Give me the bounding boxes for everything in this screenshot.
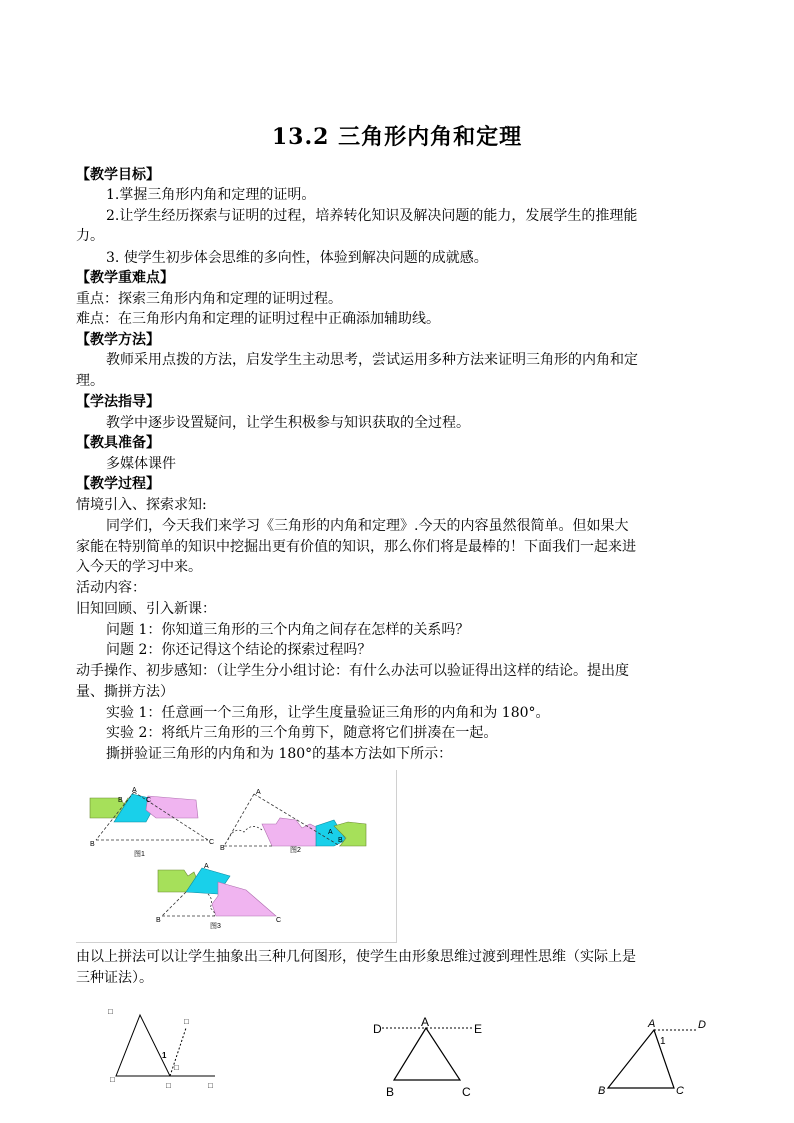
vertex-label: □ xyxy=(166,1081,171,1090)
page-title: 13.2 三角形内角和定理 xyxy=(271,124,523,150)
angle-label-1: 1 xyxy=(162,1051,167,1060)
triangle xyxy=(116,1015,170,1076)
pink-piece xyxy=(262,818,318,846)
text-line: 旧知回顾、引入新课： xyxy=(76,601,216,617)
text-line: 理。 xyxy=(76,373,104,389)
label-a: A xyxy=(204,863,209,870)
text-line: 实验 2：将纸片三角形的三个角剪下，随意将它们拼凑在一起。 xyxy=(106,725,498,741)
label-b: B xyxy=(90,841,95,848)
pink-piece xyxy=(212,882,276,916)
tear-piece-figures xyxy=(76,770,396,942)
text-line: 教师采用点拨的方法，启发学生主动思考，尝试运用多种方法来证明三角形的内角和定 xyxy=(106,352,638,368)
figure-caption-2: 图2 xyxy=(290,847,301,854)
label-c: C xyxy=(209,839,215,846)
text-line: 入今天的学习中来。 xyxy=(76,559,202,575)
label-b: B xyxy=(386,1085,395,1099)
text-line: 撕拼验证三角形的内角和为 180°的基本方法如下所示： xyxy=(106,746,453,762)
text-line: 同学们，今天我们来学习《三角形的内角和定理》.今天的内容虽然很简单。但如果大 xyxy=(106,518,629,534)
text-line: 实验 1：任意画一个三角形，让学生度量验证三角形的内角和为 180°。 xyxy=(106,705,550,721)
text-line: 2.让学生经历探索与证明的过程，培养转化知识及解决问题的能力，发展学生的推理能 xyxy=(106,208,638,224)
section-heading-key-points: 【教学重难点】 xyxy=(76,270,174,286)
label-e: E xyxy=(474,1022,483,1036)
tear-figure-3 xyxy=(156,863,281,930)
text-line: 量、撕拼方法） xyxy=(76,684,174,700)
section-heading-methods: 【教学方法】 xyxy=(76,332,160,348)
triangle-abc xyxy=(394,1028,460,1080)
geometry-figure-2 xyxy=(368,1012,498,1102)
section-heading-objectives: 【教学目标】 xyxy=(76,167,160,183)
text-line: 家能在特别简单的知识中挖掘出更有价值的知识，那么你们将是最棒的！下面我们一起来进 xyxy=(76,539,636,555)
label-c: C xyxy=(276,917,282,924)
geometry-figure-3 xyxy=(592,1014,722,1102)
text-line: 力。 xyxy=(76,228,104,244)
figure-caption-3: 图3 xyxy=(210,923,221,930)
label-c: C xyxy=(462,1085,471,1099)
label-a: A xyxy=(132,787,137,794)
label-c: C xyxy=(146,797,152,804)
text-line: 问题 1：你知道三角形的三个内角之间存在怎样的关系吗？ xyxy=(106,622,470,638)
label-a: A xyxy=(648,1018,656,1030)
text-line: 问题 2：你还记得这个结论的探索过程吗？ xyxy=(106,642,372,658)
text-line: 情境引入、探索求知: xyxy=(76,497,207,513)
text-line: 三种证法）。 xyxy=(76,970,153,986)
text-line: 多媒体课件 xyxy=(106,456,176,472)
torn-edge xyxy=(228,826,262,840)
tear-figure-2 xyxy=(220,789,366,854)
geometry-figure-1 xyxy=(100,1000,230,1095)
text-line: 由以上拼法可以让学生抽象出三种几何图形，使学生由形象思维过渡到理性思维（实际上是 xyxy=(76,949,636,965)
text-line: 3. 使学生初步体会思维的多向性，体验到解决问题的成就感。 xyxy=(106,250,488,266)
label-c: C xyxy=(676,1085,684,1097)
text-line: 难点：在三角形内角和定理的证明过程中正确添加辅助线。 xyxy=(76,311,440,327)
label-a: A xyxy=(421,1015,430,1029)
label-a: A xyxy=(256,789,261,796)
dashed-edge xyxy=(162,892,186,916)
pink-piece xyxy=(146,796,198,818)
vertex-label: □ xyxy=(208,1081,213,1090)
vertex-label: □ xyxy=(110,1075,115,1084)
vertex-label: □ xyxy=(174,1063,179,1072)
label-b: B xyxy=(118,797,123,804)
section-heading-process: 【教学过程】 xyxy=(76,476,160,492)
label-d: D xyxy=(698,1019,706,1031)
label-b: B xyxy=(156,917,161,924)
tear-figure-1 xyxy=(90,787,214,858)
text-line: 活动内容： xyxy=(76,580,146,596)
text-line: 动手操作、初步感知：（让学生分小组讨论：有什么办法可以验证得出这样的结论。提出度 xyxy=(76,663,629,679)
text-line: 1.掌握三角形内角和定理的证明。 xyxy=(106,187,316,203)
angle-label-1: 1 xyxy=(660,1036,666,1047)
label-b: B xyxy=(338,837,343,844)
vertex-label: □ xyxy=(108,1007,113,1016)
label-d: D xyxy=(373,1022,382,1036)
vertex-label: □ xyxy=(184,1017,189,1026)
label-b: B xyxy=(598,1085,606,1097)
text-line: 教学中逐步设置疑问，让学生积极参与知识获取的全过程。 xyxy=(106,415,470,431)
section-heading-study-guide: 【学法指导】 xyxy=(76,394,160,410)
text-line: 重点：探索三角形内角和定理的证明过程。 xyxy=(76,291,342,307)
label-a: A xyxy=(328,829,333,836)
section-heading-tools: 【教具准备】 xyxy=(76,435,160,451)
tear-figure-box xyxy=(76,770,397,943)
label-b: B xyxy=(220,845,225,852)
figure-caption-1: 图1 xyxy=(134,851,145,858)
